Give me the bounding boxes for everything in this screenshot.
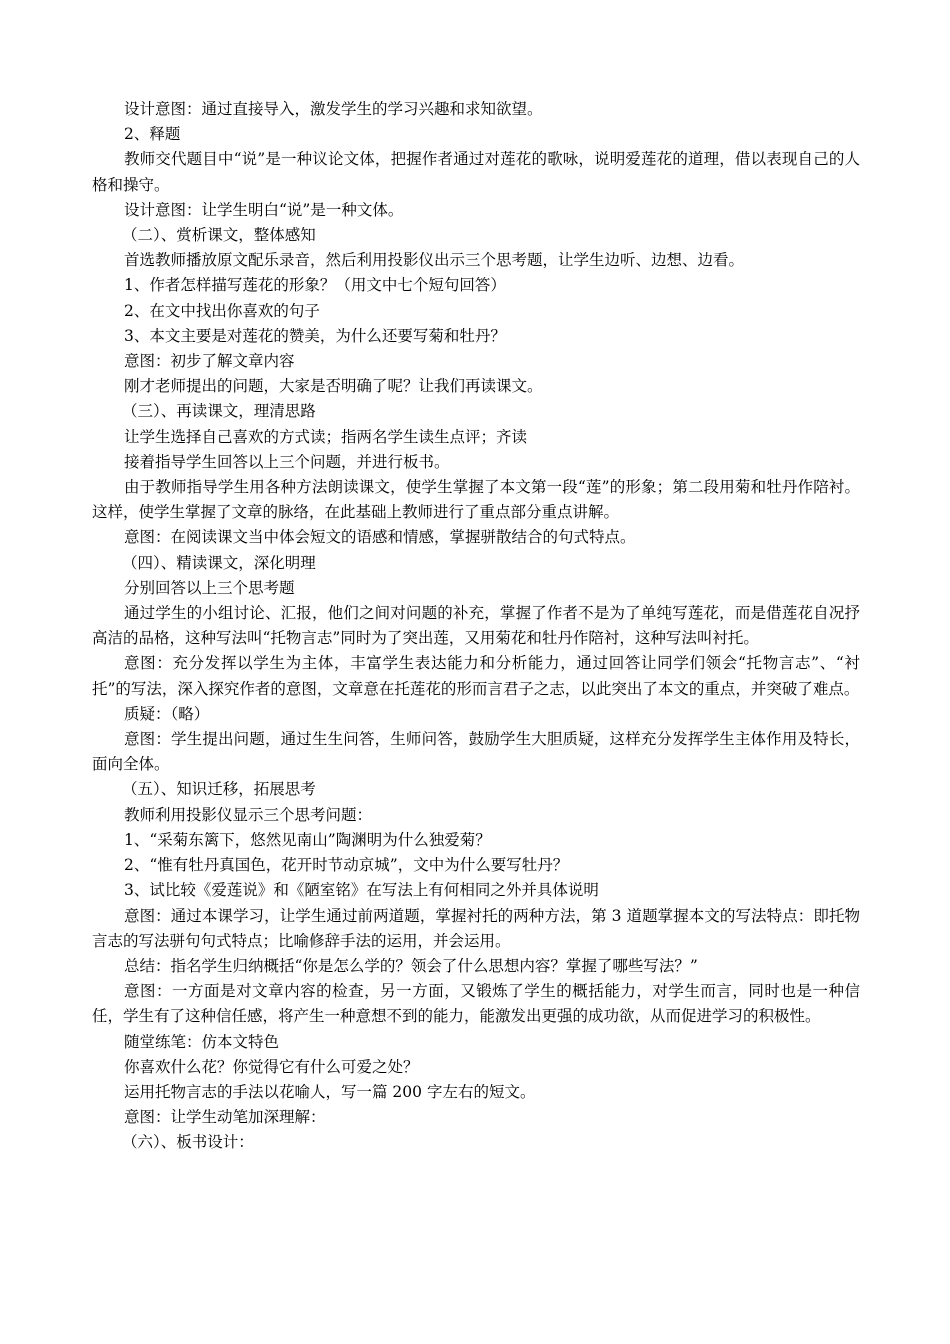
paragraph: 意图：让学生动笔加深理解： — [124, 1108, 326, 1127]
paragraph: 总结：指名学生归纳概括“你是怎么学的？领会了什么思想内容？掌握了哪些写法？” — [124, 956, 698, 975]
paragraph: 意图：学生提出问题，通过生生问答，生师问答，鼓励学生大胆质疑，这样充分发挥学生主体作用及特长，面向全体。 — [92, 730, 860, 774]
paragraph: 意图：初步了解文章内容 — [124, 352, 295, 371]
section-heading: （二）、赏析课文，整体感知 — [122, 226, 316, 245]
paragraph: 让学生选择自己喜欢的方式读；指两名学生读生点评；齐读 — [124, 427, 528, 446]
paragraph: 刚才老师提出的问题，大家是否明确了呢？让我们再读课文。 — [124, 377, 543, 396]
paragraph: 意图：充分发挥以学生为主体，丰富学生表达能力和分析能力，通过回答让同学们领会“托物言志”、“衬托”的写法，深入探究作者的意图，文章意在托莲花的形而言君子之志，以此突出了本文的重点，并突破了难点。 — [92, 654, 860, 698]
section-heading: （五）、知识迁移，拓展思考 — [122, 780, 316, 799]
document-body — [92, 97, 860, 1156]
paragraph: 接着指导学生回答以上三个问题，并进行板书。 — [124, 452, 450, 471]
paragraph: 质疑：（略） — [124, 704, 210, 723]
paragraph: 意图：一方面是对文章内容的检查，另一方面，又锻炼了学生的概括能力，对学生而言，同时也是一种信任，学生有了这种信任感，将产生一种意想不到的能力，能激发出更强的成功欲，从而促进学习的积极性。 — [92, 982, 860, 1026]
paragraph: 1、作者怎样描写莲花的形象？（用文中七个短句回答） — [124, 276, 506, 295]
paragraph: 设计意图：让学生明白“说”是一种文体。 — [124, 200, 404, 219]
section-heading: （六）、板书设计： — [122, 1133, 254, 1152]
paragraph: 通过学生的小组讨论、汇报，他们之间对问题的补充，掌握了作者不是为了单纯写莲花，而是借莲花自况抒高洁的品格，这种写法叫“托物言志”同时为了突出莲，又用菊花和牡丹作陪衬，这种写法叫衬托。 — [92, 604, 860, 648]
paragraph: 教师交代题目中“说”是一种议论文体，把握作者通过对莲花的歌咏，说明爱莲花的道理，借以表现自己的人格和操守。 — [92, 150, 860, 194]
paragraph: 2、“惟有牡丹真国色，花开时节动京城”，文中为什么要写牡丹？ — [124, 856, 569, 875]
paragraph: 首选教师播放原文配乐录音，然后利用投影仪出示三个思考题，让学生边听、边想、边看。 — [124, 251, 745, 270]
paragraph: 由于教师指导学生用各种方法朗读课文，使学生掌握了本文第一段“莲”的形象；第二段用菊和牡丹作陪衬。这样，使学生掌握了文章的脉络，在此基础上教师进行了重点部分重点讲解。 — [92, 478, 860, 522]
section-heading: （四）、精读课文，深化明理 — [122, 553, 316, 572]
section-heading: （三）、再读课文，理清思路 — [122, 402, 316, 421]
paragraph: 设计意图：通过直接导入，激发学生的学习兴趣和求知欲望。 — [124, 100, 543, 118]
paragraph: 1、“采菊东篱下，悠然见南山”陶渊明为什么独爱菊？ — [124, 830, 491, 849]
paragraph: 运用托物言志的手法以花喻人，写一篇 200 字左右的短文。 — [124, 1082, 536, 1101]
paragraph: 意图：通过本课学习，让学生通过前两道题，掌握衬托的两种方法，第 3 道题掌握本文的写法特点：即托物言志的写法骈句句式特点；比喻修辞手法的运用，并会运用。 — [92, 906, 860, 950]
paragraph: 随堂练笔：仿本文特色 — [124, 1032, 280, 1051]
paragraph: 你喜欢什么花？你觉得它有什么可爱之处？ — [124, 1057, 419, 1076]
paragraph: 分别回答以上三个思考题 — [124, 578, 295, 597]
paragraph: 2、在文中找出你喜欢的句子 — [124, 301, 320, 320]
paragraph: 教师利用投影仪显示三个思考问题： — [124, 805, 373, 824]
paragraph: 3、本文主要是对莲花的赞美，为什么还要写菊和牡丹？ — [124, 326, 506, 345]
paragraph: 2、释题 — [124, 125, 181, 144]
paragraph: 意图：在阅读课文当中体会短文的语感和情感，掌握骈散结合的句式特点。 — [124, 528, 636, 547]
paragraph: 3、试比较《爱莲说》和《陋室铭》在写法上有何相同之外并具体说明 — [124, 881, 599, 900]
